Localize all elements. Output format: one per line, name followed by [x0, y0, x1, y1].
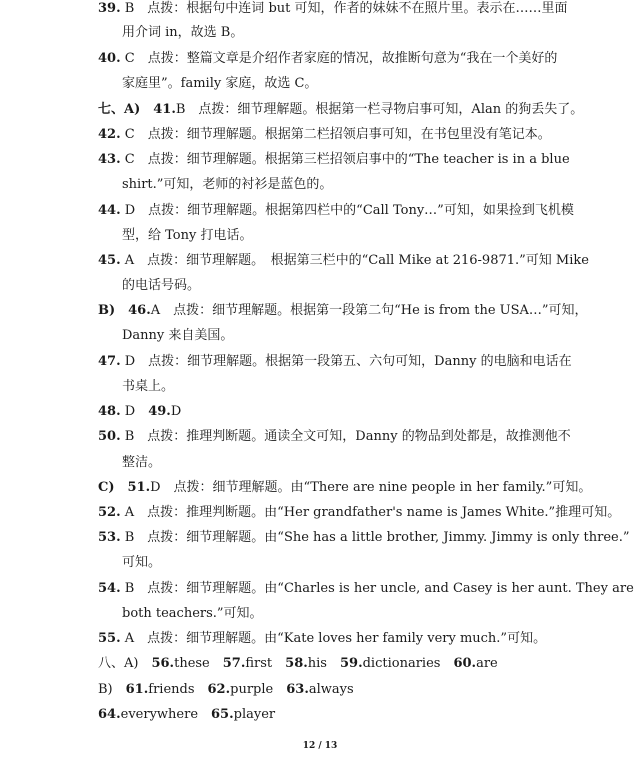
- answer-50-continued: [122, 454, 161, 472]
- answer-text: A 点拨：细节理解题。 根据第三栏中的“Call Mike at 216-9871.”可知 Mike: [120, 253, 589, 268]
- answer-47-continued: [122, 378, 174, 396]
- question-number: 54.: [98, 581, 121, 596]
- answer-text: D 点拨：细节理解题。根据第四栏中的“Call Tony…”可知，如果捡到飞机模: [120, 203, 574, 218]
- answer-word: his: [307, 656, 327, 671]
- answer-text: 家庭里”。family 家庭，故选 C。: [122, 76, 318, 91]
- answer-47: [98, 353, 572, 371]
- answer-text: C 点拨：细节理解题。根据第二栏招领启事可知，在书包里没有笔记本。: [120, 127, 551, 142]
- answer-word: are: [476, 656, 498, 671]
- answer-39-continued: [122, 24, 243, 42]
- answer-text: C 点拨：整篇文章是介绍作者家庭的情况，故推断句意为“我在一个美好的: [120, 51, 558, 66]
- answer-43: [98, 151, 570, 169]
- answer-44-continued: [122, 227, 252, 245]
- answer-word: everywhere: [120, 707, 199, 722]
- answer-48-49: [98, 403, 181, 421]
- answer-52: [98, 504, 620, 522]
- answer-42: [98, 126, 551, 144]
- question-number: 50.: [98, 429, 121, 444]
- answer-text: Danny 来自美国。: [122, 328, 234, 343]
- answer-40: [98, 50, 557, 68]
- answer-40-continued: [122, 75, 317, 93]
- answer-50: [98, 428, 571, 446]
- answer-word: purple: [230, 682, 274, 697]
- answer-word: player: [233, 707, 276, 722]
- answer-text: both teachers.”可知。: [122, 606, 263, 621]
- question-number: 59.: [339, 656, 363, 671]
- answer-text: 型，给 Tony 打电话。: [122, 228, 253, 243]
- question-number: 48.: [98, 404, 121, 419]
- answer-text: A 点拨：推理判断题。由“Her grandfather's name is James White.”推理可知。: [120, 505, 621, 520]
- answer-51: [98, 479, 591, 497]
- section-label: C): [98, 480, 128, 495]
- question-number: 60.: [453, 656, 477, 671]
- answer-text: C 点拨：细节理解题。根据第三栏招领启事中的“The teacher is in a blue: [120, 152, 570, 167]
- answer-43-continued: [122, 176, 332, 194]
- question-number: 51.: [127, 480, 151, 495]
- answer-54: [98, 580, 634, 598]
- answer-text: D: [120, 404, 149, 419]
- answer-text: B 点拨：根据句中连词 but 可知，作者的妹妹不在照片里。表示在……里面: [120, 1, 568, 16]
- section-label: B): [98, 303, 129, 318]
- answer-46-continued: [122, 327, 233, 345]
- answer-word: friends: [148, 682, 195, 697]
- question-number: 41.: [153, 102, 176, 117]
- answer-text: D 点拨：细节理解题。根据第一段第五、六句可知，Danny 的电脑和电话在: [120, 354, 572, 369]
- question-number: 63.: [286, 682, 309, 697]
- question-number: 39.: [98, 1, 121, 16]
- question-number: 45.: [98, 253, 121, 268]
- question-number: 53.: [98, 530, 121, 545]
- question-number: 61.: [125, 682, 149, 697]
- answer-text: D 点拨：细节理解题。由“There are nine people in her family.”可知。: [150, 480, 592, 495]
- answer-text: 整洁。: [122, 455, 162, 470]
- section-label: 七、A): [98, 102, 154, 117]
- answer-text: 可知。: [122, 555, 162, 570]
- question-number: 58.: [285, 656, 308, 671]
- answer-text: A 点拨：细节理解题。根据第一段第二句“He is from the USA…”可知，: [150, 303, 588, 318]
- question-number: 57.: [222, 656, 246, 671]
- question-number: 65.: [211, 707, 234, 722]
- answer-text: 的电话号码。: [122, 278, 201, 293]
- section-label: B): [98, 682, 126, 697]
- answer-39: [98, 0, 568, 18]
- answer-text: 用介词 in，故选 B。: [122, 25, 244, 40]
- question-number: 55.: [98, 631, 121, 646]
- answer-55: [98, 630, 546, 648]
- answer-text: shirt.”可知，老师的衬衫是蓝色的。: [122, 177, 333, 192]
- vocab-line-2: [98, 681, 354, 699]
- answer-46: [98, 302, 588, 320]
- answer-54-continued: [122, 605, 263, 623]
- answer-text: 书桌上。: [122, 379, 175, 394]
- question-number: 52.: [98, 505, 121, 520]
- page-number: 12 / 13: [302, 741, 338, 751]
- answer-text: A 点拨：细节理解题。由“Kate loves her family very much.”可知。: [120, 631, 547, 646]
- answer-53: [98, 529, 630, 547]
- question-number: 44.: [98, 203, 121, 218]
- question-number: 46.: [128, 303, 151, 318]
- answer-text: B 点拨：推理判断题。通读全文可知，Danny 的物品到处都是，故推测他不: [120, 429, 571, 444]
- answer-45: [98, 252, 589, 270]
- answer-text: D: [170, 404, 182, 419]
- question-number: 40.: [98, 51, 121, 66]
- answer-41: [98, 101, 583, 119]
- answer-word: always: [308, 682, 354, 697]
- question-number: 64.: [98, 707, 121, 722]
- answer-word: these: [174, 656, 210, 671]
- question-number: 49.: [148, 404, 171, 419]
- answer-word: dictionaries: [362, 656, 441, 671]
- question-number: 43.: [98, 152, 121, 167]
- answer-text: B 点拨：细节理解题。由“Charles is her uncle, and Casey is her aunt. They are: [120, 581, 634, 596]
- answer-53-continued: [122, 554, 161, 572]
- question-number: 47.: [98, 354, 121, 369]
- answer-text: B 点拨：细节理解题。由“She has a little brother, Jimmy. Jimmy is only three.”: [120, 530, 630, 545]
- question-number: 62.: [207, 682, 231, 697]
- question-number: 56.: [151, 656, 175, 671]
- question-number: 42.: [98, 127, 121, 142]
- vocab-line-3: [98, 706, 275, 724]
- answer-word: first: [245, 656, 273, 671]
- section-label: 八、A): [98, 656, 152, 671]
- answer-45-continued: [122, 277, 200, 295]
- vocab-line-1: [98, 655, 498, 673]
- answer-text: B 点拨：细节理解题。根据第一栏寻物启事可知，Alan 的狗丢失了。: [175, 102, 584, 117]
- answer-44: [98, 202, 574, 220]
